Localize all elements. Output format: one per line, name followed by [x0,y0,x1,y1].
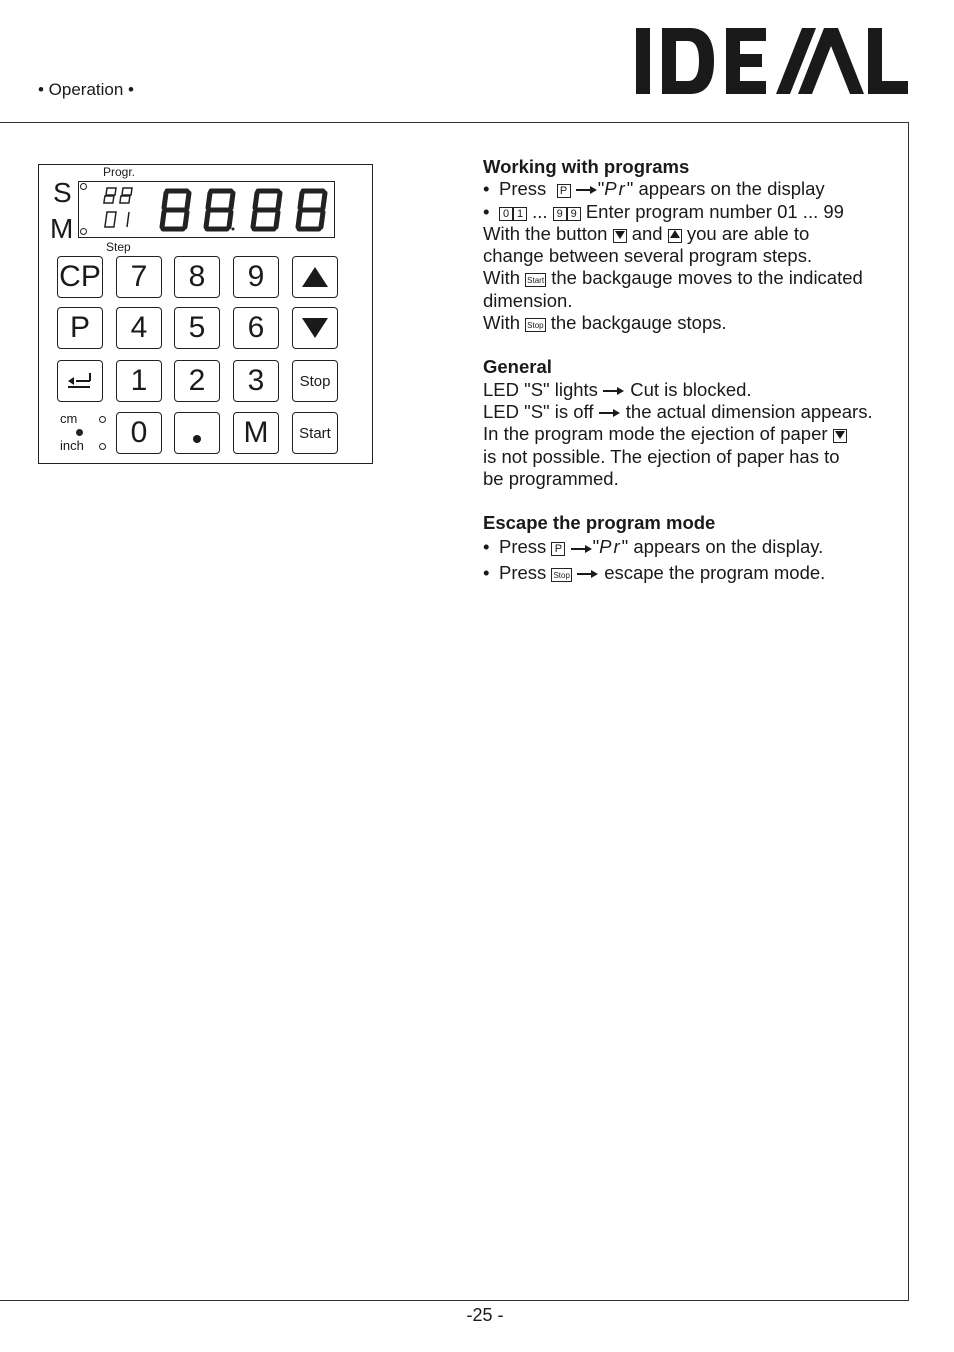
key-5[interactable]: 5 [174,307,220,349]
key-6[interactable]: 6 [233,307,279,349]
top-rule [0,122,909,123]
working-line-5 [483,267,903,289]
key-8[interactable]: 8 [174,256,220,298]
with-button-text: With the button [483,222,608,244]
right-arrow-icon [603,386,625,396]
inch-label: inch [60,438,84,453]
display-segments [79,182,333,236]
press-text: Press [499,536,547,558]
stop-key[interactable]: Stop [292,360,338,402]
right-arrow-icon [599,408,621,418]
right-rule [908,122,909,1300]
key-0[interactable]: 0 [116,412,162,454]
key-9[interactable]: 9 [233,256,279,298]
working-bullet-2: • 0 1 ... 9 9 Enter program number 01 ... 99 [483,200,844,222]
general-line-4: is not possible. The ejection of paper has to [483,445,840,467]
m-key[interactable]: M [233,412,279,454]
start-key-inline: Start [525,273,546,287]
s-indicator-label: S [53,177,72,208]
dot-icon [191,421,203,445]
and-text: and [631,222,663,244]
key-1[interactable]: 1 [116,360,162,402]
pr-display-text: Pr [604,178,627,200]
escape-bullet-1: • Press P "Pr" appears on the display. [483,536,824,558]
backgauge-stops-text: the backgauge stops. [550,312,727,334]
down-key-inline [833,429,847,443]
key-2[interactable]: 2 [174,360,220,402]
eject-paper-icon [64,369,96,393]
down-arrow-key[interactable] [292,307,338,349]
right-arrow-icon [571,544,593,554]
step-label: Step [106,240,131,254]
m-indicator-label: M [50,213,74,244]
escape-mode-text: escape the program mode. [604,561,826,583]
escape-bullet-2: • Press Stop escape the program mode. [483,561,826,583]
working-line-4: change between several program steps. [483,245,813,267]
triangle-down-icon [301,316,329,340]
actual-dimension-text: the actual dimension appears. [625,400,873,422]
key-7[interactable]: 7 [116,256,162,298]
key-1-inline: 1 [513,207,527,221]
working-line-7 [483,312,903,334]
press-text: Press [499,178,547,200]
key-9a-inline: 9 [553,207,567,221]
seven-segment-display [78,181,335,238]
triangle-down-icon [615,230,625,239]
able-to-text: you are able to [686,222,810,244]
section-label: • Operation • [38,80,135,99]
general-line-1 [483,379,903,401]
led-off-text: LED "S" is off [483,400,594,422]
backgauge-moves-text: the backgauge moves to the indicated [551,267,863,289]
right-arrow-icon [577,569,599,579]
appears-text: " appears on the display. [621,536,824,558]
up-arrow-key[interactable] [292,256,338,298]
quote-open: " [592,536,600,558]
pr-display-text: Pr [599,536,622,558]
cm-led [99,416,106,423]
triangle-up-icon [301,265,329,289]
p-key[interactable]: P [57,307,103,349]
general-line-3 [483,423,903,445]
ellipsis-text: ... [532,200,548,222]
start-key[interactable]: Start [292,412,338,454]
press-text: Press [499,561,547,583]
quote-open: " [597,178,605,200]
triangle-down-icon [835,430,845,439]
instructions-column [483,156,903,584]
key-3[interactable]: 3 [233,360,279,402]
ejection-text: In the program mode the ejection of paper [483,423,828,445]
inch-led [99,443,106,450]
with-text: With [483,312,520,334]
enter-program-text: Enter program number 01 ... 99 [585,200,844,222]
general-line-5: be programmed. [483,467,619,489]
down-key-inline [613,229,627,243]
working-line-6: dimension. [483,289,573,311]
bottom-rule [0,1300,909,1301]
appears-text: " appears on the display [626,178,825,200]
right-arrow-icon [576,185,598,195]
ideal-logo [636,26,908,98]
decimal-point-key[interactable] [174,412,220,454]
led-lights-text: LED "S" lights [483,378,598,400]
unit-toggle-dot [76,429,83,436]
working-title: Working with programs [483,156,690,177]
progr-label: Progr. [103,165,136,179]
general-title: General [483,356,552,378]
cut-blocked-text: Cut is blocked. [630,378,752,400]
with-text: With [483,267,520,289]
eject-key[interactable] [57,360,103,402]
key-4[interactable]: 4 [116,307,162,349]
p-key-inline: P [557,184,571,198]
key-9b-inline: 9 [567,207,581,221]
working-line-3 [483,223,903,245]
up-key-inline [668,229,682,243]
cm-label: cm [60,411,78,426]
key-0-inline: 0 [499,207,513,221]
p-key-inline: P [551,542,565,556]
working-bullet-1: • Press P "Pr" appears on the display [483,178,825,200]
page-number: -25 - [466,1305,504,1325]
cp-key[interactable]: CP [57,256,103,298]
escape-title: Escape the program mode [483,512,716,534]
triangle-up-icon [670,230,680,239]
general-line-2 [483,401,903,423]
stop-key-inline: Stop [551,568,571,582]
stop-key-inline: Stop [525,318,545,332]
